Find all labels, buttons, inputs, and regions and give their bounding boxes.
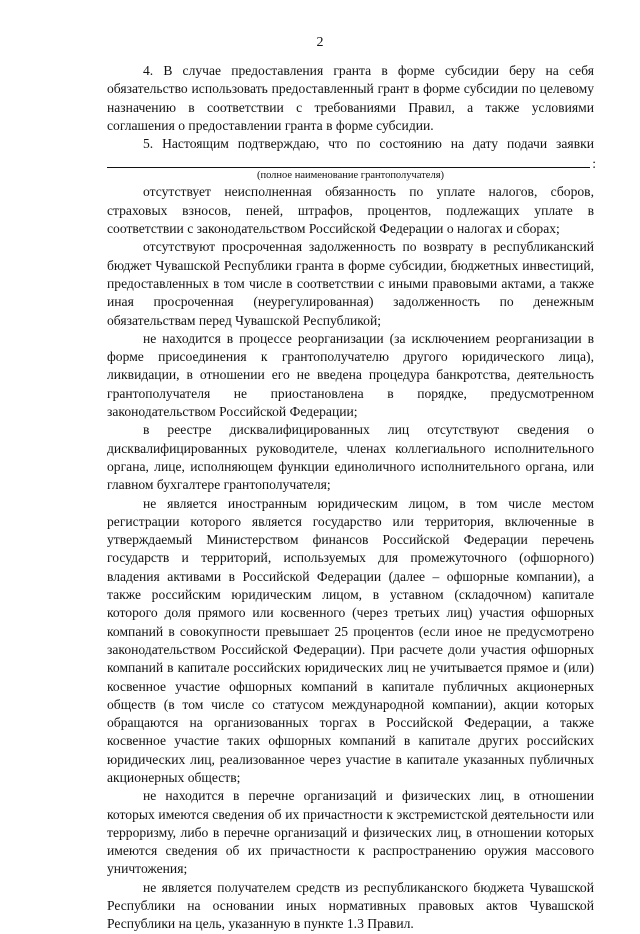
paragraph-not-other-funds-recipient: не является получателем средств из республиканского бюджета Чувашской Республики на основании иных нормативных правовых актов Чувашской Республики на цель, указанную в пункте 1.3 Правил. [107,879,594,932]
page-number: 2 [316,35,324,50]
paragraph-not-foreign-entity: не является иностранным юридическим лицом, в том числе местом регистрации которого является государство или территория, включенные в утверждаемый Министерством финансов Российской Федерации перечень государств и территорий, используемых для промежуточного (офшорного) владения активами в Российской Федерации (далее – офшорные компании), а также российским юридическим лицом, в уставном (складочном) капитале которого доля прямого или косвенного (через третьих лиц) участия офшорных компаний в совокупности превышает 25 процентов (если иное не предусмотрено законодательством Российской Федерации). При расчете доли участия офшорных компаний в капитале российских юридических лиц не учитывается прямое и (или) косвенное участие офшорных компаний в капитале публичных акционерных обществ (в том числе со статусом международной компании), акции которых обращаются на организованных торгах в Российской Федерации, а также косвенное участие таких офшорных компаний в капитале других российских юридических лиц, реализованное через участие в капитале указанных публичных акционерных обществ; [107,495,594,785]
grantee-name-blank-line [107,153,596,172]
paragraph-disqualified-registry: в реестре дисквалифицированных лиц отсутствуют сведения о дисквалифицированных руководителе, членах коллегиального исполнительного органа, лице, исполняющем функции единоличного исполнительного органа, или главном бухгалтере грантополучателя; [107,422,594,493]
paragraph-no-reorganization: не находится в процессе реорганизации (за исключением реорганизации в форме присоединения к грантополучателю другого юридического лица), ликвидации, в отношении его не введена процедура банкротства, деятельность грантополучателя не приостановлена в порядке, предусмотренном законодательством Российской Федерации; [107,330,594,420]
paragraph-4: 4. В случае предоставления гранта в форме субсидии беру на себя обязательство использовать предоставленный грант в форме субсидии по целевому назначению в соответствии с требованиями Правил, а также условиями соглашения о предоставлении гранта в форме субсидии. [107,63,594,133]
document-body [107,62,594,934]
grantee-name-caption: (полное наименование грантополучателя) [256,170,445,182]
paragraph-no-overdue-debt: отсутствуют просроченная задолженность по возврату в республиканский бюджет Чувашской Республики гранта в форме субсидии, бюджетных инвестиций, предоставленных в том числе в соответствии с иными правовыми актами, а также иная просроченная (неурегулированная) задолженность по денежным обязательствам перед Чувашской Республикой; [107,239,594,328]
paragraph-not-extremist-list: не находится в перечне организаций и физических лиц, в отношении которых имеются сведения об их причастности к экстремистской деятельности или терроризму, либо в перечне организаций и физических лиц, в отношении которых имеются сведения об их причастности к распространению оружия массового уничтожения; [107,788,594,877]
blank-line-colon: : [592,156,596,172]
paragraph-5: 5. Настоящим подтверждаю, что по состоянию на дату подачи заявки [143,136,594,152]
paragraph-no-tax-debt: отсутствует неисполненная обязанность по уплате налогов, сборов, страховых взносов, пеней, штрафов, процентов, подлежащих уплате в соответствии с законодательством Российской Федерации о налогах и сборах; [107,184,594,237]
